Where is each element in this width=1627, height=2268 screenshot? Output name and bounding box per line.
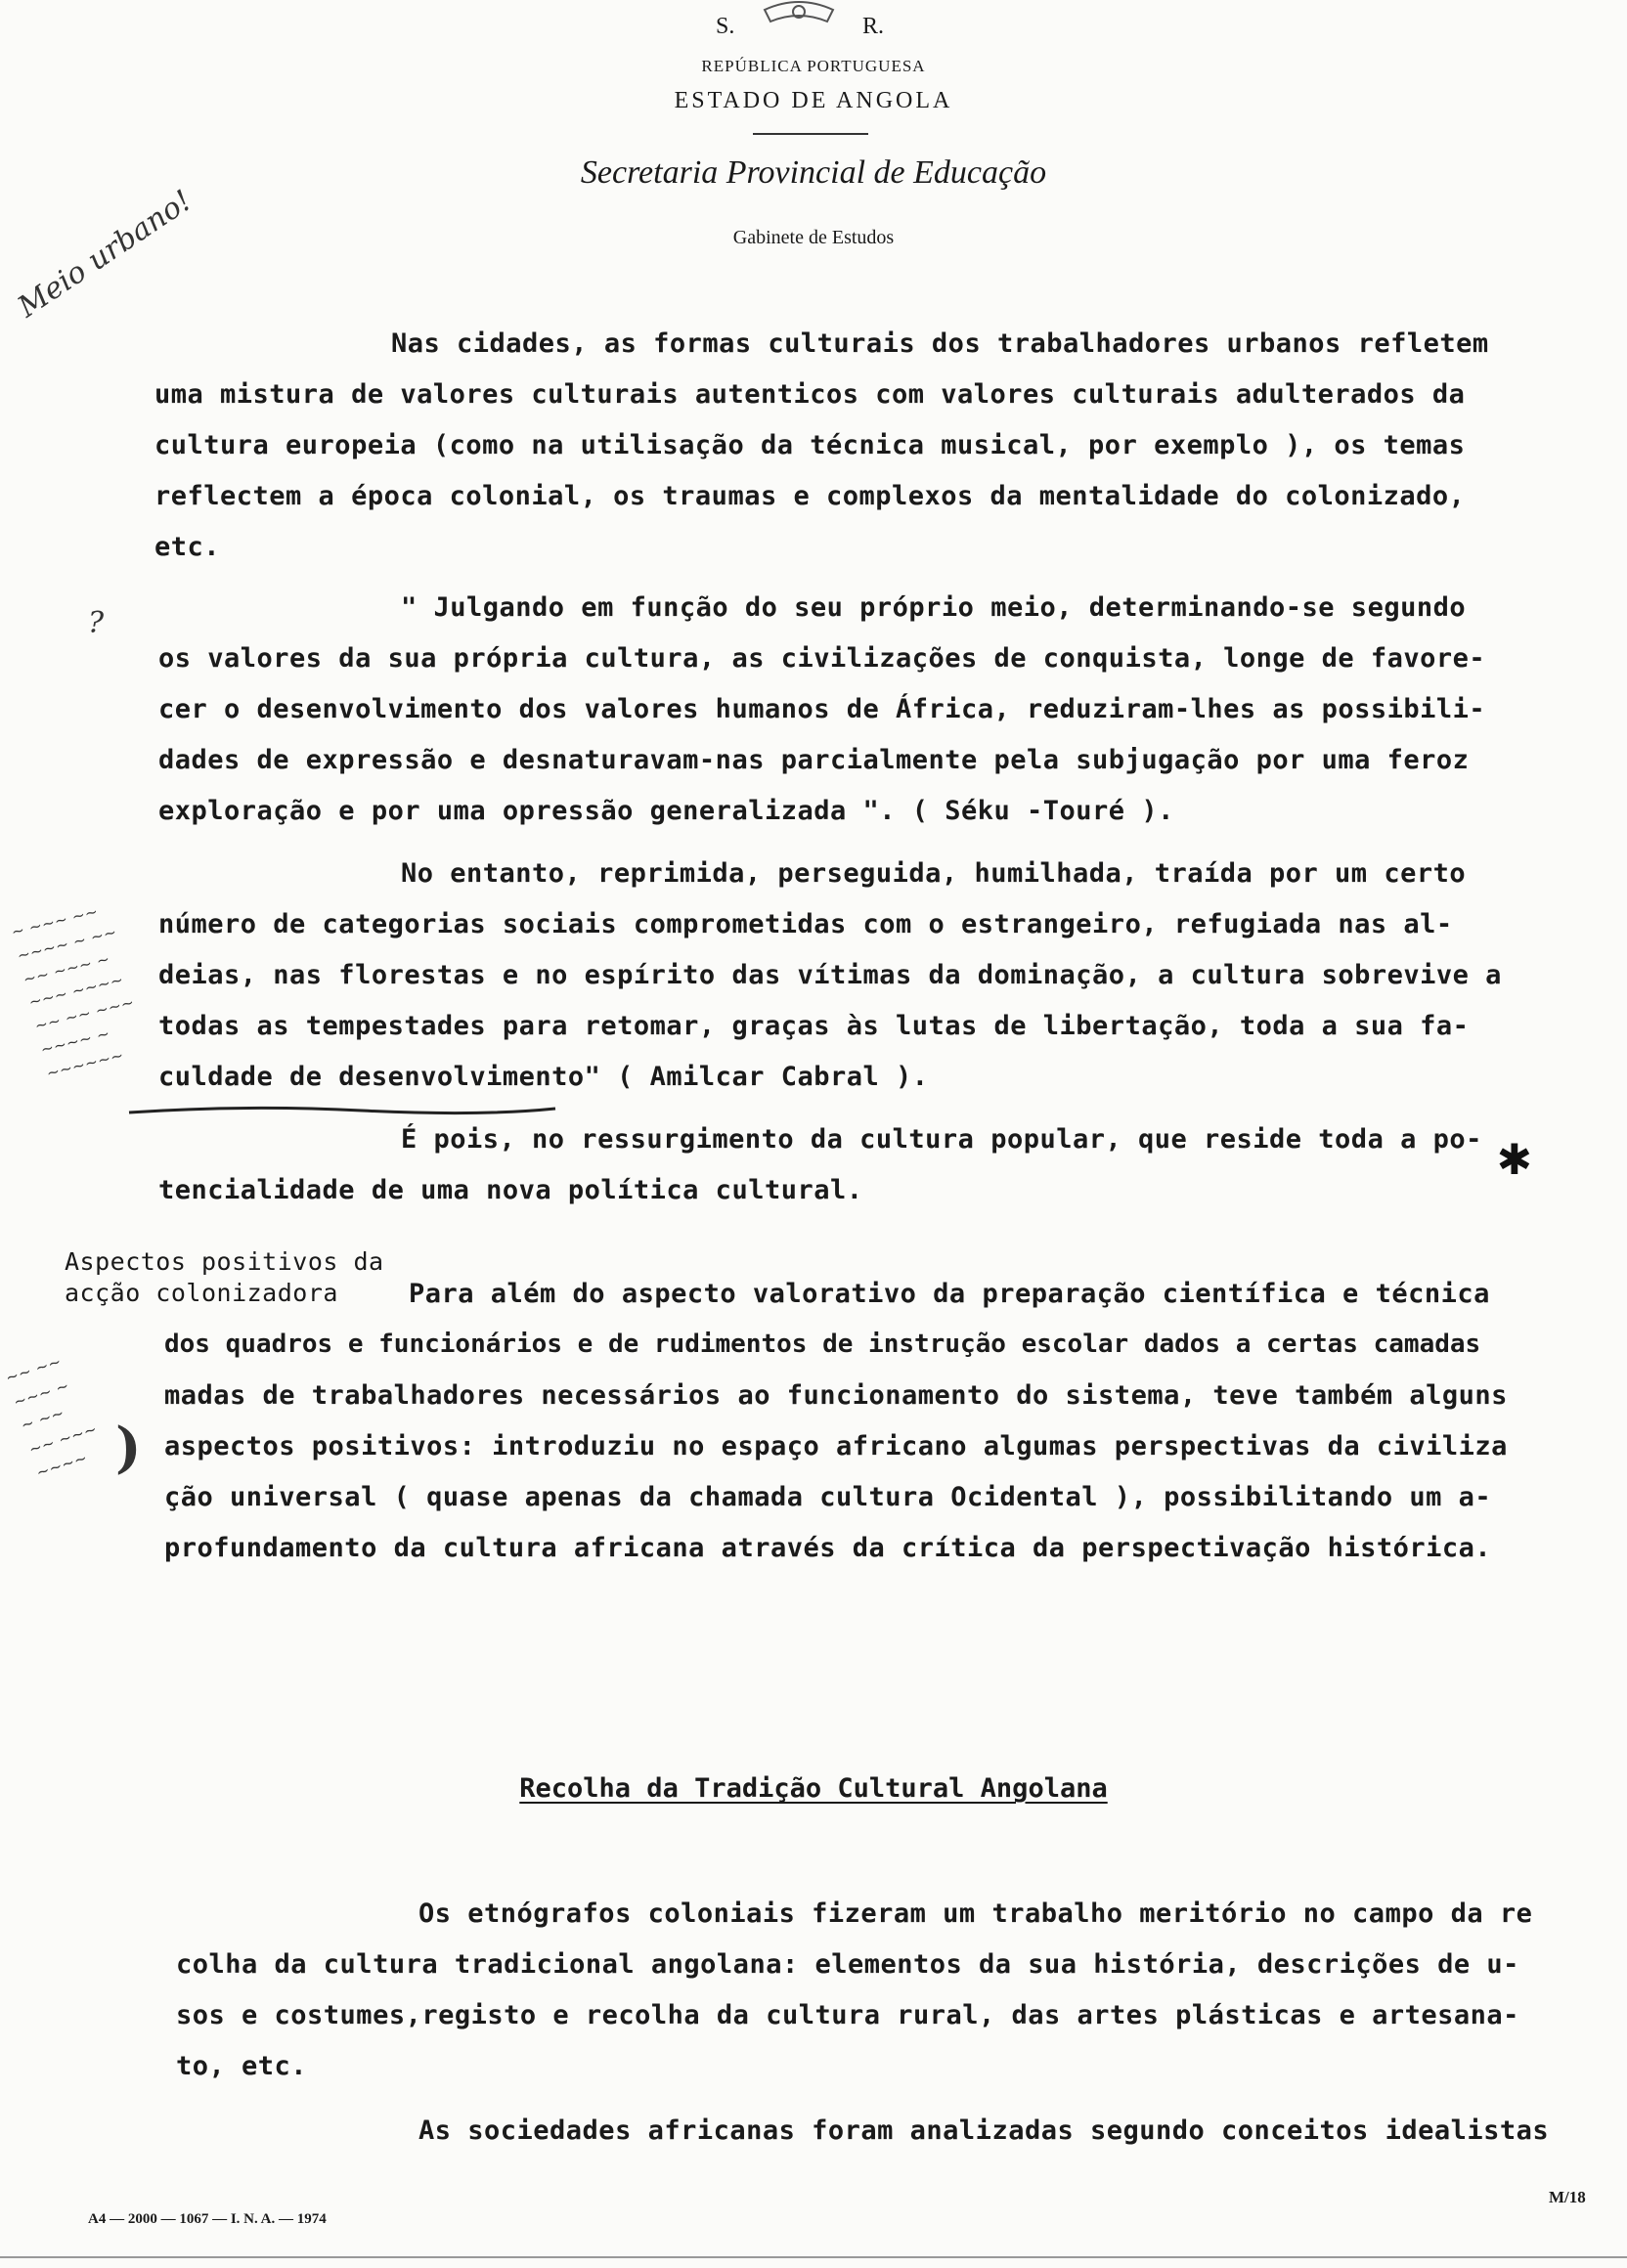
side-label-line: Aspectos positivos da [65, 1247, 384, 1276]
text-line: dos quadros e funcionários e de rudimentos de instrução escolar dados a certas camadas [164, 1330, 1481, 1359]
text-line: número de categorias sociais comprometidas com o estrangeiro, refugiada nas al- [158, 909, 1453, 939]
text-line: aspectos positivos: introduziu no espaço africano algumas perspectivas da civiliza [164, 1431, 1508, 1461]
text-line: Para além do aspecto valorativo da preparação científica e técnica [409, 1279, 1490, 1309]
handwritten-margin-scribble-2: ~~ ~~ ~~~ ~ ~ ~~ ~~ ~~~ ~~~~ [3, 1351, 100, 1483]
footer-page-code: M/18 [1549, 2188, 1586, 2206]
header-divider [753, 133, 868, 135]
footer-print-code: A4 — 2000 — 1067 — I. N. A. — 1974 [88, 2211, 327, 2227]
text-line: colha da cultura tradicional angolana: elementos da sua história, descrições de u- [176, 1949, 1519, 1980]
text-line: profundamento da cultura africana através da crítica da perspectivação histórica. [164, 1533, 1492, 1563]
header-r: R. [862, 14, 885, 39]
text-line: etc. [154, 532, 221, 562]
text-line: cultura europeia (como na utilisação da técnica musical, por exemplo ), os temas [154, 430, 1466, 460]
page-bottom-edge [0, 2256, 1627, 2258]
text-line: As sociedades africanas foram analizadas segundo conceitos idealistas [418, 2115, 1550, 2146]
text-line: " Julgando em função do seu próprio meio, determinando-se segundo [401, 592, 1467, 623]
header-estado: ESTADO DE ANGOLA [674, 88, 953, 113]
coat-of-arms-seal [755, 0, 843, 27]
handwritten-margin-scribble: ~ ~~~ ~~ ~~~~ ~ ~~ ~~ ~~~ ~ ~~~ ~~~~ ~~ ~~ ~~~ ~~~~ ~ ~~~~~~ [9, 901, 137, 1083]
header-republica: REPÚBLICA PORTUGUESA [701, 57, 926, 75]
handwritten-asterisk-mark: ✱ [1498, 1124, 1531, 1188]
text-line: No entanto, reprimida, perseguida, humilhada, traída por um certo [401, 858, 1467, 889]
text-line: dades de expressão e desnaturavam-nas parcialmente pela subjugação por uma feroz [158, 745, 1470, 775]
text-line: culdade de desenvolvimento" ( Amilcar Cabral ). [158, 1062, 929, 1092]
handwritten-bracket: ) [115, 1416, 142, 1480]
text-line: todas as tempestades para retomar, graças às lutas de libertação, toda a sua fa- [158, 1011, 1470, 1041]
text-line: Nas cidades, as formas culturais dos trabalhadores urbanos refletem [391, 328, 1489, 359]
header-secretaria: Secretaria Provincial de Educação [580, 154, 1047, 191]
text-line: madas de trabalhadores necessários ao funcionamento do sistema, teve também alguns [164, 1380, 1508, 1411]
text-line: deias, nas florestas e no espírito das vítimas da dominação, a cultura sobrevive a [158, 960, 1502, 990]
text-line: reflectem a época colonial, os traumas e complexos da mentalidade do colonizado, [154, 481, 1466, 511]
text-line: tencialidade de uma nova política cultural. [158, 1175, 863, 1205]
side-label-line: acção colonizadora [65, 1279, 338, 1307]
text-line: to, etc. [176, 2051, 308, 2081]
handwritten-underline-stroke [127, 1103, 557, 1118]
text-line: sos e costumes,registo e recolha da cultura rural, das artes plásticas e artesana- [176, 2000, 1519, 2030]
handwritten-question-mark: ? [88, 606, 105, 640]
section-title: Recolha da Tradição Cultural Angolana [519, 1773, 1108, 1804]
text-line: os valores da sua própria cultura, as civilizações de conquista, longe de favore- [158, 643, 1486, 674]
text-line: exploração e por uma opressão generalizada ". ( Séku -Touré ). [158, 796, 1174, 826]
text-line: É pois, no ressurgimento da cultura popular, que reside toda a po- [401, 1124, 1482, 1155]
text-line: cer o desenvolvimento dos valores humanos de África, reduziram-lhes as possibili- [158, 694, 1486, 724]
text-line: Os etnógrafos coloniais fizeram um trabalho meritório no campo da re [418, 1898, 1533, 1929]
text-line: ção universal ( quase apenas da chamada cultura Ocidental ), possibilitando um a- [164, 1482, 1492, 1512]
header-s: S. [716, 14, 735, 39]
handwritten-margin-note: Meio urbano! [12, 183, 198, 326]
header-gabinete: Gabinete de Estudos [732, 227, 895, 248]
text-line: uma mistura de valores culturais autenticos com valores culturais adulterados da [154, 379, 1466, 410]
